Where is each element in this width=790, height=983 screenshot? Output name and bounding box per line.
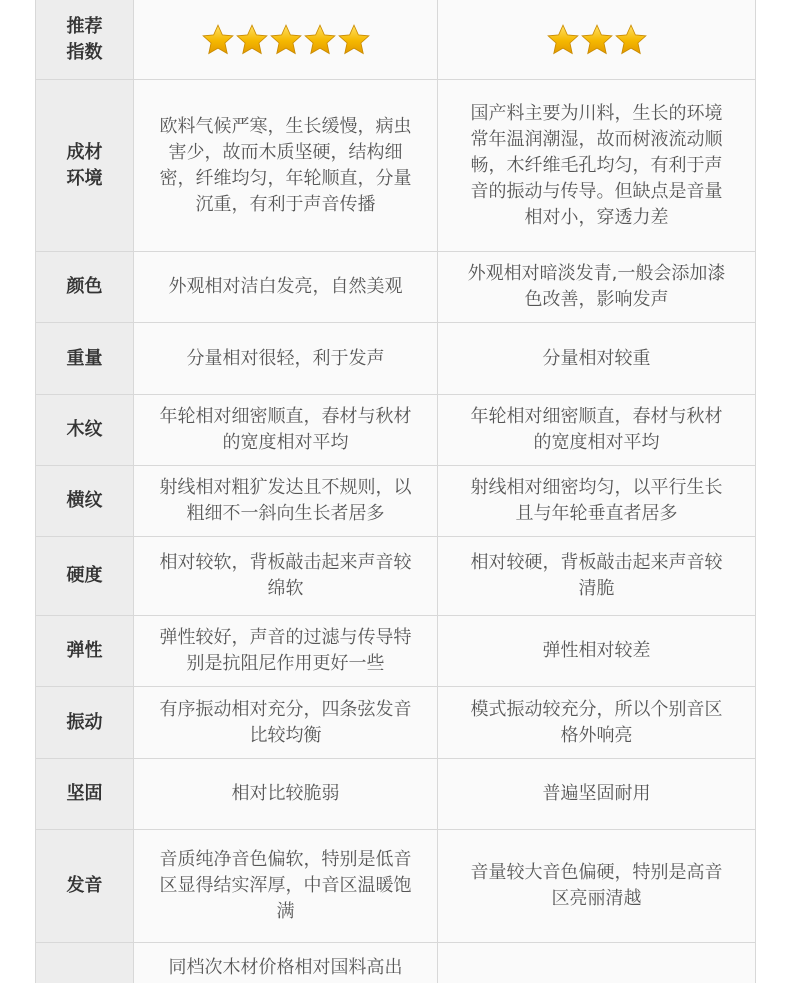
row-label: 发音 <box>36 830 134 942</box>
row-label: 木纹 <box>36 395 134 465</box>
star-icon <box>614 23 648 57</box>
star-rating-b <box>546 23 648 57</box>
table-row <box>36 80 755 252</box>
table-row <box>36 395 755 466</box>
table-row-partial <box>36 943 755 983</box>
row-label: 振动 <box>36 687 134 758</box>
row-label: 颜色 <box>36 252 134 322</box>
cell-b: 弹性相对较差 <box>438 616 755 686</box>
label-text: 成材 环境 <box>66 141 103 189</box>
label-text: 推荐 指数 <box>66 15 103 63</box>
table-row <box>36 830 755 943</box>
table-row <box>36 466 755 537</box>
cell-a: 年轮相对细密顺直，春材与秋材的宽度相对平均 <box>134 395 438 465</box>
cell-a: 相对较软，背板敲击起来声音较绵软 <box>134 537 438 615</box>
star-icon <box>303 23 337 57</box>
comparison-table <box>35 0 756 983</box>
cell-a: 射线相对粗犷发达且不规则，以粗细不一斜向生长者居多 <box>134 466 438 536</box>
star-icon <box>269 23 303 57</box>
cell-a: 分量相对很轻，利于发声 <box>134 323 438 394</box>
cell-a: 音质纯净音色偏软，特别是低音区显得结实浑厚，中音区温暖饱满 <box>134 830 438 942</box>
cell-a: 同档次木材价格相对国料高出 <box>134 943 438 983</box>
table-row <box>36 687 755 759</box>
cell-a: 弹性较好，声音的过滤与传导特别是抗阻尼作用更好一些 <box>134 616 438 686</box>
star-icon <box>337 23 371 57</box>
star-icon <box>201 23 235 57</box>
table-row <box>36 537 755 616</box>
cell-a: 外观相对洁白发亮，自然美观 <box>134 252 438 322</box>
star-icon <box>580 23 614 57</box>
row-label: 横纹 <box>36 466 134 536</box>
cell-b: 国产料主要为川料，生长的环境常年温润潮湿，故而树液流动顺畅，木纤维毛孔均匀，有利于声音的振动与传导。但缺点是音量相对小，穿透力差 <box>438 80 755 251</box>
row-label: 重量 <box>36 323 134 394</box>
cell-b: 相对较硬，背板敲击起来声音较清脆 <box>438 537 755 615</box>
table-row <box>36 0 755 80</box>
cell-b: 外观相对暗淡发青,一般会添加漆色改善，影响发声 <box>438 252 755 322</box>
table-row <box>36 616 755 687</box>
cell-b: 模式振动较充分，所以个别音区格外响亮 <box>438 687 755 758</box>
row-label: 弹性 <box>36 616 134 686</box>
star-rating-a <box>201 23 371 57</box>
rating-b <box>438 0 755 79</box>
row-label: 硬度 <box>36 537 134 615</box>
row-label: 坚固 <box>36 759 134 829</box>
cell-b: 年轮相对细密顺直，春材与秋材的宽度相对平均 <box>438 395 755 465</box>
cell-b: 普遍坚固耐用 <box>438 759 755 829</box>
cell-b: 音量较大音色偏硬，特别是高音区亮丽清越 <box>438 830 755 942</box>
cell-b: 射线相对细密均匀，以平行生长且与年轮垂直者居多 <box>438 466 755 536</box>
cell-a: 相对比较脆弱 <box>134 759 438 829</box>
cell-b <box>438 943 755 983</box>
row-label <box>36 80 134 251</box>
cell-a: 有序振动相对充分，四条弦发音比较均衡 <box>134 687 438 758</box>
cell-b: 分量相对较重 <box>438 323 755 394</box>
star-icon <box>235 23 269 57</box>
table-row <box>36 759 755 830</box>
table-row <box>36 323 755 395</box>
rating-a <box>134 0 438 79</box>
table-row <box>36 252 755 323</box>
row-label <box>36 943 134 983</box>
cell-a: 欧料气候严寒，生长缓慢，病虫害少，故而木质坚硬，结构细密，纤维均匀，年轮顺直，分量沉重，有利于声音传播 <box>134 80 438 251</box>
star-icon <box>546 23 580 57</box>
row-label-rating <box>36 0 134 79</box>
